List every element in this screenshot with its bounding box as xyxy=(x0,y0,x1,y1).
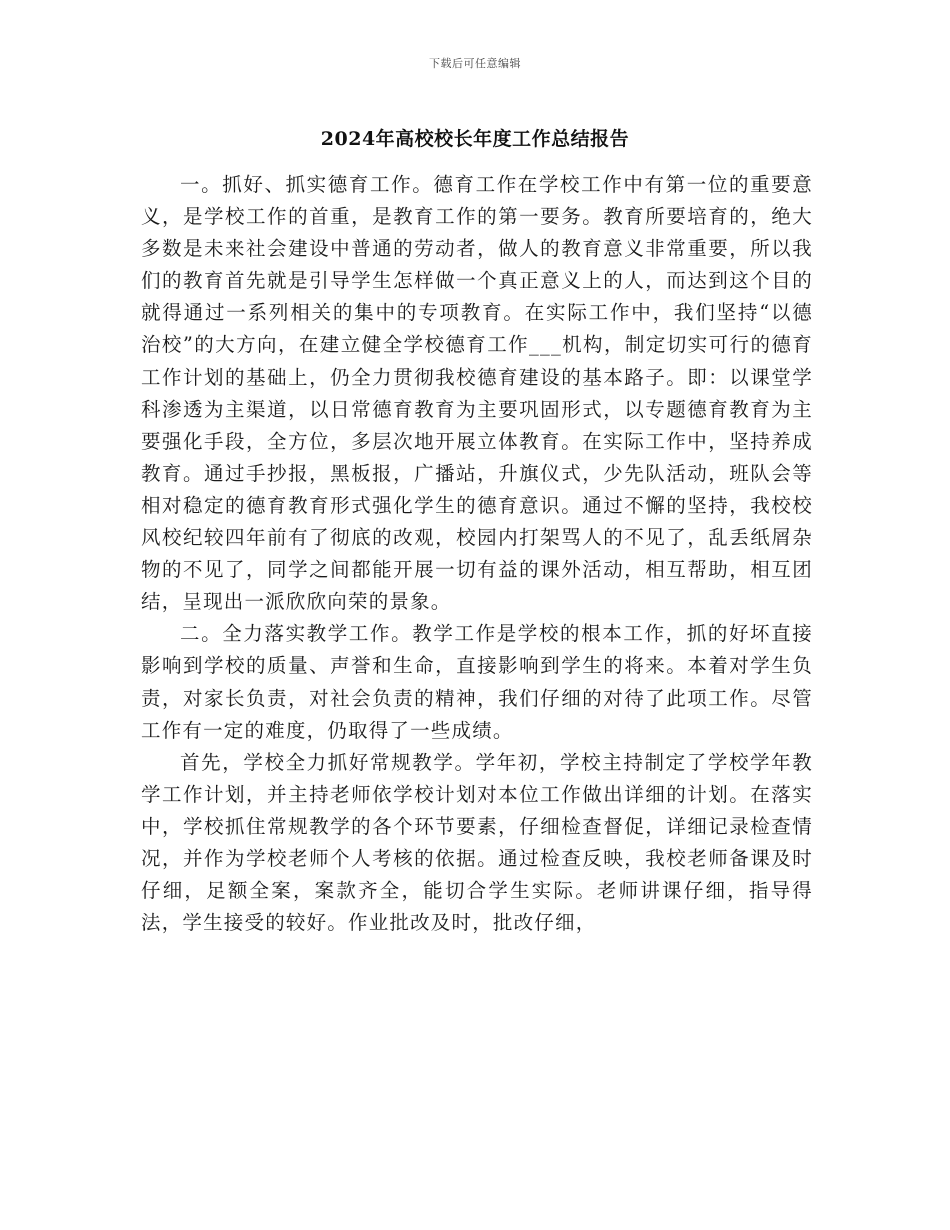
document-body xyxy=(141,169,813,939)
paragraph-moral-education: 一。抓好、抓实德育工作。德育工作在学校工作中有第一位的重要意义，是学校工作的首重，是教育工作的第一要务。教育所要培育的，绝大多数是未来社会建设中普通的劳动者，做人的教育意义非常重要，所以我们的教育首先就是引导学生怎样做一个真正意义上的人，而达到这个目的就得通过一系列相关的集中的专项教育。在实际工作中，我们坚持“以德治校”的大方向，在建立健全学校德育工作___机构，制定切实可行的德育工作计划的基础上，仍全力贯彻我校德育建设的基本路子。即：以课堂学科渗透为主渠道，以日常德育教育为主要巩固形式，以专题德育教育为主要强化手段，全方位，多层次地开展立体教育。在实际工作中，坚持养成教育。通过手抄报，黑板报，广播站，升旗仪式，少先队活动，班队会等相对稳定的德育教育形式强化学生的德育意识。通过不懈的坚持，我校校风校纪较四年前有了彻底的改观，校园内打架骂人的不见了，乱丢纸屑杂物的不见了，同学之间都能开展一切有益的课外活动，相互帮助，相互团结，呈现出一派欣欣向荣的景象。 xyxy=(141,173,813,614)
paragraph-routine-teaching: 首先，学校全力抓好常规教学。学年初，学校主持制定了学校学年教学工作计划，并主持老师依学校计划对本位工作做出详细的计划。在落实中，学校抓住常规教学的各个环节要素，仔细检查督促，详细记录检查情况，并作为学校老师个人考核的依据。通过检查反映，我校老师备课及时仔细，足额全案，案款齐全，能切合学生实际。老师讲课仔细，指导得法，学生接受的较好。作业批改及时，批改仔细， xyxy=(141,750,813,935)
document-title: 2024年高校校长年度工作总结报告 xyxy=(320,128,630,150)
paragraph-teaching-work: 二。全力落实教学工作。教学工作是学校的根本工作，抓的好坏直接影响到学校的质量、声誉和生命，直接影响到学生的将来。本着对学生负责，对家长负责，对社会负责的精神，我们仔细的对待了此项工作。尽管工作有一定的难度，仍取得了一些成绩。 xyxy=(141,622,813,742)
header-note: 下载后可任意编辑 xyxy=(429,57,521,70)
